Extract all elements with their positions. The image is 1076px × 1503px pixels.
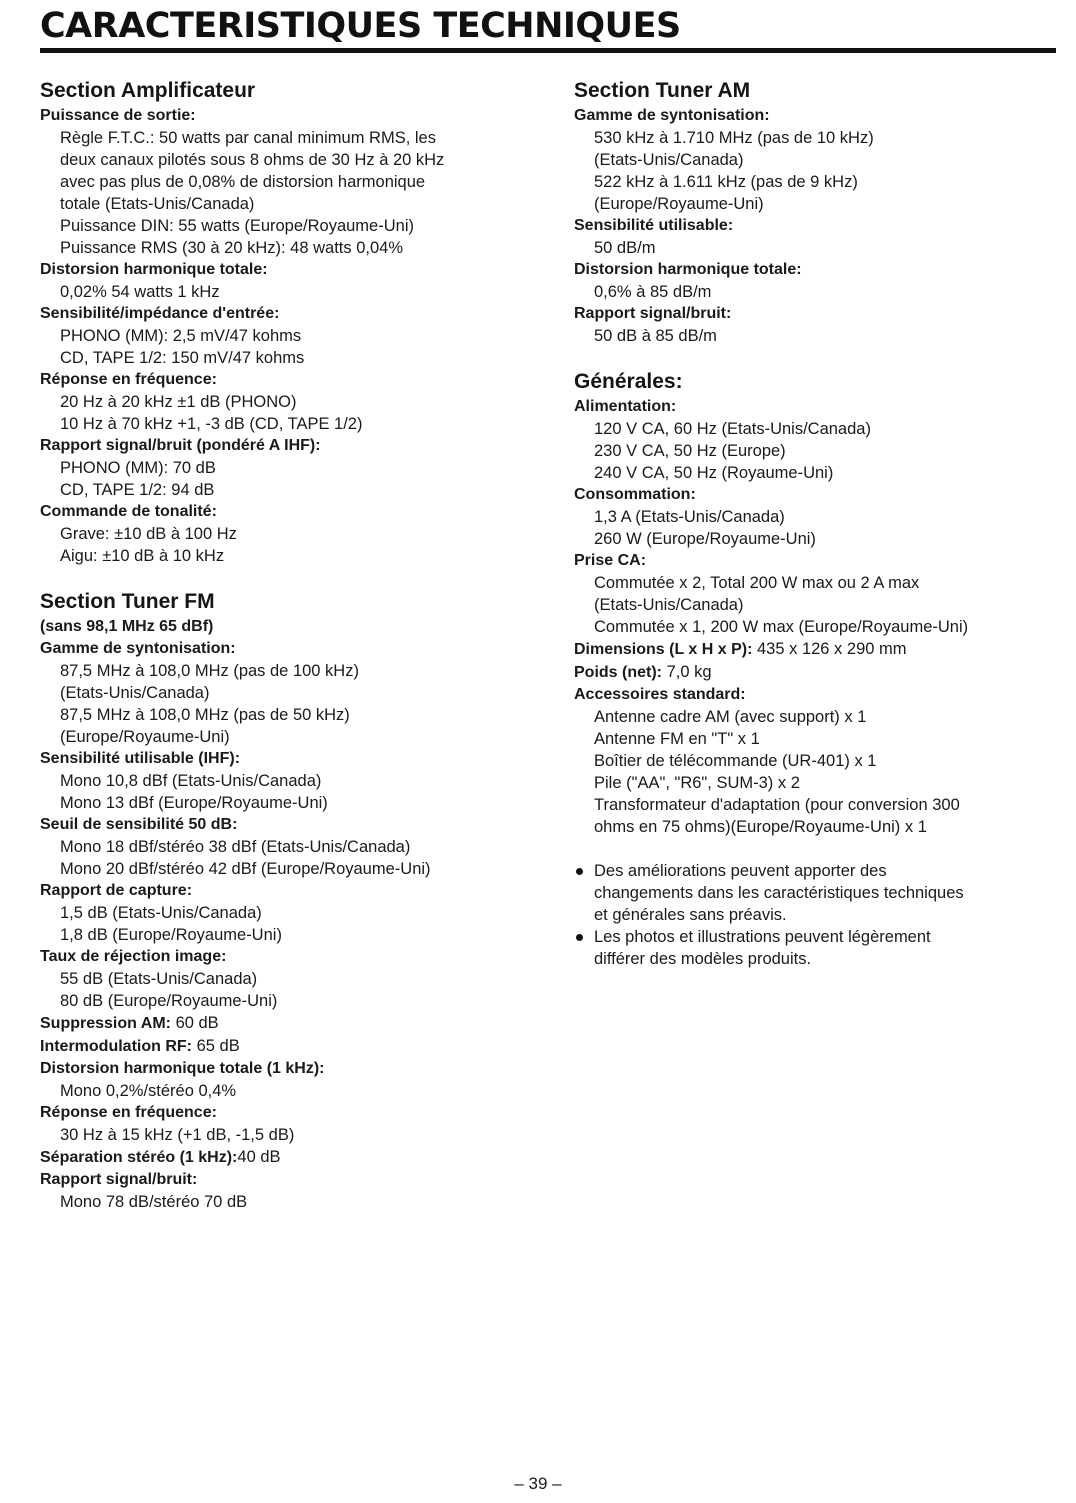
spec-value: ohms en 75 ohms)(Europe/Royaume-Uni) x 1 (594, 818, 927, 836)
section-title: Générales: (574, 370, 683, 393)
spec-label: Gamme de syntonisation: (40, 640, 236, 657)
section-tuner-fm (40, 589, 550, 1213)
spec-label: Rapport de capture: (40, 882, 193, 899)
title-rule (40, 48, 1056, 53)
spec-value: Mono 10,8 dBf (Etats-Unis/Canada) (60, 772, 322, 790)
spec-value: Puissance RMS (30 à 20 kHz): 48 watts 0,04% (60, 239, 403, 257)
notes-list (574, 860, 1064, 970)
spec-label: Puissance de sortie: (40, 107, 196, 124)
spec-label: Sensibilité utilisable (IHF): (40, 750, 241, 767)
section-amplificateur (40, 78, 550, 567)
note-line: changements dans les caractéristiques techniques (594, 884, 964, 902)
spec-value: 1,8 dB (Europe/Royaume-Uni) (60, 926, 282, 944)
spec-value: 1,3 A (Etats-Unis/Canada) (594, 508, 785, 526)
spec-value: (Etats-Unis/Canada) (594, 151, 744, 169)
note-item (574, 860, 1064, 926)
spec-label: Séparation stéréo (1 kHz): (40, 1149, 238, 1166)
page-title: CARACTERISTIQUES TECHNIQUES (40, 6, 681, 46)
spec-value: 7,0 kg (666, 663, 712, 681)
spec-value: Boîtier de télécommande (UR-401) x 1 (594, 752, 877, 770)
spec-label: Distorsion harmonique totale: (574, 261, 802, 278)
spec-value: PHONO (MM): 70 dB (60, 459, 216, 477)
spec-value: 0,6% à 85 dB/m (594, 283, 712, 301)
spec-value: Mono 13 dBf (Europe/Royaume-Uni) (60, 794, 328, 812)
spec-value: 30 Hz à 15 kHz (+1 dB, -1,5 dB) (60, 1126, 295, 1144)
spec-value: 260 W (Europe/Royaume-Uni) (594, 530, 816, 548)
spec-label: Réponse en fréquence: (40, 1104, 217, 1121)
spec-value: 87,5 MHz à 108,0 MHz (pas de 50 kHz) (60, 706, 350, 724)
spec-value: 55 dB (Etats-Unis/Canada) (60, 970, 258, 988)
section-subtitle: (sans 98,1 MHz 65 dBf) (40, 618, 214, 635)
spec-value: Mono 20 dBf/stéréo 42 dBf (Europe/Royaume-Uni) (60, 860, 431, 878)
spec-label: Prise CA: (574, 552, 647, 569)
spec-value: Grave: ±10 dB à 100 Hz (60, 525, 237, 543)
spec-label: Intermodulation RF: (40, 1038, 192, 1055)
spec-label: Réponse en fréquence: (40, 371, 217, 388)
spec-value: 120 V CA, 60 Hz (Etats-Unis/Canada) (594, 420, 871, 438)
spec-value: 60 dB (175, 1014, 219, 1032)
bullet-icon (576, 868, 583, 875)
spec-value: avec pas plus de 0,08% de distorsion harmonique (60, 173, 426, 191)
spec-label: Rapport signal/bruit: (574, 305, 732, 322)
spec-value: Commutée x 2, Total 200 W max ou 2 A max (594, 574, 920, 592)
spec-value: 87,5 MHz à 108,0 MHz (pas de 100 kHz) (60, 662, 359, 680)
note-line: Les photos et illustrations peuvent légèrement (594, 928, 931, 946)
spec-value: 80 dB (Europe/Royaume-Uni) (60, 992, 278, 1010)
spec-value: 230 V CA, 50 Hz (Europe) (594, 442, 786, 460)
spec-value: (Europe/Royaume-Uni) (60, 728, 230, 746)
spec-inline-entry (574, 638, 1064, 661)
spec-value: 10 Hz à 70 kHz +1, -3 dB (CD, TAPE 1/2) (60, 415, 363, 433)
spec-value: Antenne cadre AM (avec support) x 1 (594, 708, 867, 726)
spec-value: Mono 18 dBf/stéréo 38 dBf (Etats-Unis/Canada) (60, 838, 411, 856)
section-title: Section Amplificateur (40, 79, 256, 102)
spec-value: (Europe/Royaume-Uni) (594, 195, 764, 213)
spec-value: totale (Etats-Unis/Canada) (60, 195, 255, 213)
note-line: différer des modèles produits. (594, 950, 812, 968)
spec-inline-entry (40, 1012, 550, 1035)
spec-value: Transformateur d'adaptation (pour conversion 300 (594, 796, 960, 814)
spec-value: Mono 78 dB/stéréo 70 dB (60, 1193, 248, 1211)
spec-label: Poids (net): (574, 664, 662, 681)
spec-value: CD, TAPE 1/2: 94 dB (60, 481, 215, 499)
spec-value: 240 V CA, 50 Hz (Royaume-Uni) (594, 464, 834, 482)
spec-inline-entry (574, 661, 1064, 684)
bullet-icon (576, 934, 583, 941)
spec-label: Accessoires standard: (574, 686, 746, 703)
spec-inline-entry (40, 1146, 550, 1169)
spec-value: (Etats-Unis/Canada) (594, 596, 744, 614)
spec-label: Distorsion harmonique totale: (40, 261, 268, 278)
spec-label: Taux de réjection image: (40, 948, 227, 965)
spec-value: 50 dB/m (594, 239, 656, 257)
spec-value: Mono 0,2%/stéréo 0,4% (60, 1082, 237, 1100)
page-number: – 39 – (514, 1474, 562, 1493)
spec-value: 0,02% 54 watts 1 kHz (60, 283, 220, 301)
spec-inline-entry (40, 1035, 550, 1058)
section-title: Section Tuner FM (40, 590, 215, 613)
left-column (40, 78, 550, 1235)
section-tuner-am (574, 78, 1064, 347)
spec-value: Pile ("AA", "R6", SUM-3) x 2 (594, 774, 800, 792)
spec-label: Consommation: (574, 486, 696, 503)
note-item (574, 926, 1064, 970)
spec-label: Distorsion harmonique totale (1 kHz): (40, 1060, 325, 1077)
spec-label: Suppression AM: (40, 1015, 171, 1032)
spec-value: 65 dB (196, 1037, 240, 1055)
spec-value: 435 x 126 x 290 mm (757, 640, 907, 658)
spec-value: Antenne FM en "T" x 1 (594, 730, 760, 748)
spec-value: 50 dB à 85 dB/m (594, 327, 717, 345)
spec-label: Seuil de sensibilité 50 dB: (40, 816, 238, 833)
right-column (574, 78, 1064, 992)
section-generales (574, 369, 1064, 970)
spec-label: Gamme de syntonisation: (574, 107, 770, 124)
spec-value: (Etats-Unis/Canada) (60, 684, 210, 702)
spec-label: Rapport signal/bruit: (40, 1171, 198, 1188)
note-line: et générales sans préavis. (594, 906, 787, 924)
spec-value: Puissance DIN: 55 watts (Europe/Royaume-Uni) (60, 217, 414, 235)
section-title: Section Tuner AM (574, 79, 751, 102)
spec-label: Rapport signal/bruit (pondéré A IHF): (40, 437, 321, 454)
spec-label: Alimentation: (574, 398, 677, 415)
note-line: Des améliorations peuvent apporter des (594, 862, 887, 880)
spec-value: Commutée x 1, 200 W max (Europe/Royaume-Uni) (594, 618, 969, 636)
spec-value: 40 dB (237, 1148, 281, 1166)
spec-label: Dimensions (L x H x P): (574, 641, 753, 658)
spec-value: 1,5 dB (Etats-Unis/Canada) (60, 904, 262, 922)
spec-label: Sensibilité utilisable: (574, 217, 734, 234)
spec-label: Sensibilité/impédance d'entrée: (40, 305, 280, 322)
spec-label: Commande de tonalité: (40, 503, 217, 520)
spec-value: 530 kHz à 1.710 MHz (pas de 10 kHz) (594, 129, 874, 147)
spec-value: PHONO (MM): 2,5 mV/47 kohms (60, 327, 302, 345)
spec-value: deux canaux pilotés sous 8 ohms de 30 Hz à 20 kHz (60, 151, 445, 169)
spec-value: 522 kHz à 1.611 kHz (pas de 9 kHz) (594, 173, 858, 191)
spec-value: Aigu: ±10 dB à 10 kHz (60, 547, 225, 565)
spec-value: Règle F.T.C.: 50 watts par canal minimum RMS, les (60, 129, 436, 147)
spec-value: 20 Hz à 20 kHz ±1 dB (PHONO) (60, 393, 297, 411)
spec-value: CD, TAPE 1/2: 150 mV/47 kohms (60, 349, 305, 367)
